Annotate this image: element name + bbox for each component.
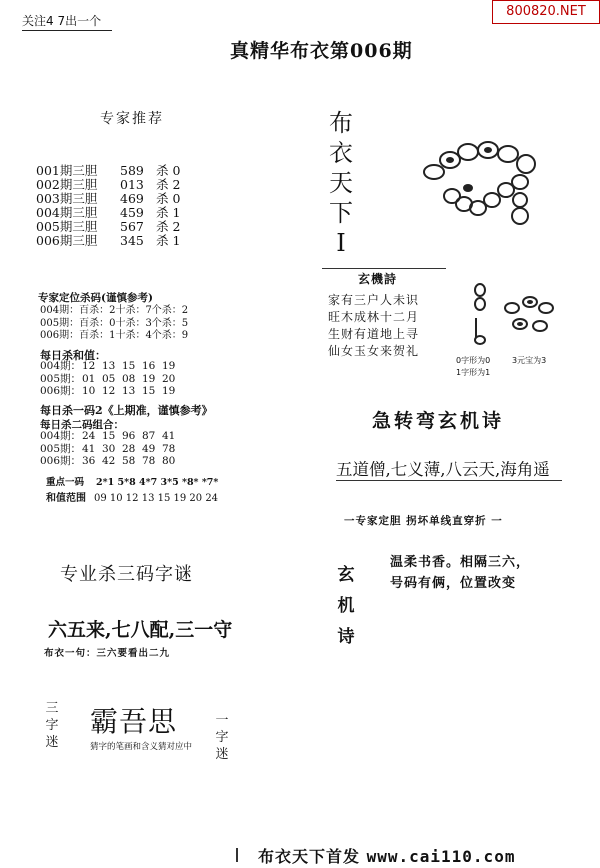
position-kill-list [40,305,188,343]
daily-kill-sum-list [40,360,182,398]
daily-kill-sum-title: 每日杀和值： [40,349,106,362]
mystic-poem-title: 玄機詩 [358,272,398,286]
position-kill-row: 005期：百杀：0十杀：3个杀：5 [40,317,189,329]
recommend-row [36,234,180,248]
recommend-issue: 005期三胆 [36,219,98,234]
daily-kill-one: 每日杀一码2《上期准，谨慎参考》 [40,404,213,417]
number-cell: 19 [162,385,176,397]
number-cell: 15 [122,360,136,372]
number-cell: 24 [82,430,96,442]
number-row [40,385,182,398]
recommend-row [36,220,180,234]
mystic-text [390,552,530,594]
page-title: 真精华布衣第006期 [230,40,413,62]
row-label: 005期： [40,442,82,455]
number-cell: 28 [122,442,136,455]
number-cell: 16 [142,360,156,372]
recommend-issue: 006期三胆 [36,233,98,248]
recommend-digits: 013 [120,177,144,192]
daily-kill-two-list [40,430,182,468]
site-tag[interactable]: 800820.NET [492,0,600,24]
riddle-hint: 猜字的笔画和含义猜对应中 [90,742,193,752]
sum-range-values: 09 10 12 13 15 19 20 24 [94,493,219,504]
footer-text: 布衣天下首发 [258,847,361,866]
divider [22,30,112,31]
number-cell: 42 [102,455,116,467]
recommend-issue: 002期三胆 [36,177,98,192]
mystic-poem-line: 旺木成林十二月 [328,310,420,324]
row-label: 006期： [40,455,82,467]
number-cell: 41 [82,442,96,455]
number-cell: 08 [122,372,136,385]
number-cell: 13 [102,360,116,372]
number-cell: 01 [82,372,96,385]
recommend-row [36,178,180,192]
number-cell: 05 [102,372,116,385]
row-label: 006期： [40,385,82,397]
recommend-row [36,192,180,206]
recommend-title: 专家推荐 [100,111,164,127]
number-cell: 20 [162,372,176,385]
focus-values: 2*1 5*8 4*7 3*5 *8* *7* [96,477,219,488]
row-label: 004期： [40,430,82,442]
recommend-digits: 345 [120,233,144,248]
row-label: 004期： [40,360,82,372]
row-label: 005期： [40,372,82,385]
number-cell: 10 [82,385,96,397]
riddle-right-label: 一 字 迷 [215,713,229,762]
expert-line: 一专家定胆 拐坏单线直穿折 一 [344,515,503,527]
number-cell: 13 [122,385,136,397]
top-note: 关注4 7出一个 [22,14,102,28]
mystic-text-line: 号码有俩，位置改变 [390,576,517,591]
number-cell: 78 [162,442,176,455]
recommend-kill: 杀 0 [156,163,181,178]
footer-mark [236,848,246,862]
recommend-kill: 杀 0 [156,191,181,206]
position-kill-title: 专家定位杀码(谨慎参考) [38,292,153,304]
number-cell: 12 [102,385,116,397]
highlight-line: 五道僧,七义薄,八云天,海角遥 [336,460,550,479]
position-kill-row: 004期：百杀：2十杀：7个杀：2 [40,305,189,316]
number-row [40,430,182,443]
recommend-digits: 567 [120,219,144,234]
mystic-poem-lines [328,292,419,360]
number-cell: 15 [102,430,116,442]
number-row [40,373,182,386]
kill-three-note: 布衣一句：三六要看出二九 [44,648,171,659]
kill-three-answer: 六五来,七八配,三一守 [48,619,233,641]
recommend-row [36,206,180,220]
right-vertical-title: 布 衣 天 下 I [329,109,353,257]
turn-poem-title: 急转弯玄机诗 [372,410,505,432]
picture-caption: 0字形为0 [456,356,491,365]
number-cell: 58 [122,455,136,467]
number-cell: 19 [142,372,156,385]
mystic-vertical-title: 玄 机 诗 [337,565,355,647]
recommend-kill: 杀 1 [156,205,181,220]
recommend-kill: 杀 1 [156,233,181,248]
number-cell: 80 [162,455,176,467]
mystic-text-line: 温柔书香。相隔三六， [390,555,531,570]
sum-range-label: 和值范围 [46,493,86,504]
number-row [40,360,182,373]
number-cell: 15 [142,385,156,397]
number-cell: 78 [142,455,156,467]
riddle-left-label: 三 字 迷 [45,701,59,750]
position-kill-row: 006期：百杀：1十杀：4个杀：9 [40,330,189,341]
riddle-word: 霸吾思 [90,705,178,738]
focus-row [46,474,218,488]
decorative-dots-image [420,130,580,260]
recommend-issue: 004期三胆 [36,205,98,220]
mystic-poem-line: 家有三户人未识 [328,293,420,307]
mystic-poem-line: 仙女玉女来贺礼 [328,344,420,358]
picture-caption: 3元宝为3 [512,356,547,365]
sum-range-row [46,489,218,504]
divider [336,480,562,481]
recommend-digits: 459 [120,205,144,220]
mystic-poem-line: 生财有道地上寻 [328,327,420,341]
recommend-issue: 001期三胆 [36,163,98,178]
number-cell: 41 [162,430,176,442]
footer-url[interactable]: www.cai110.com [366,847,516,866]
number-cell: 30 [102,442,116,455]
recommend-kill: 杀 2 [156,177,181,192]
recommend-row [36,164,180,178]
focus-label: 重点一码 [46,477,85,488]
kill-three-title: 专业杀三码字谜 [60,564,193,585]
number-cell: 96 [122,430,136,442]
picture-caption: 1字形为1 [456,368,491,377]
recommend-digits: 589 [120,163,144,178]
number-cell: 49 [142,442,156,455]
recommend-kill: 杀 2 [156,219,181,234]
daily-kill-two-title: 每日杀二码组合： [40,419,124,431]
footer [258,844,515,867]
number-cell: 36 [82,455,96,467]
number-cell: 87 [142,430,156,442]
number-row [40,443,182,456]
recommend-list [36,164,180,248]
number-row [40,455,182,468]
recommend-digits: 469 [120,191,144,206]
number-cell: 12 [82,360,96,372]
recommend-issue: 003期三胆 [36,191,98,206]
number-cell: 19 [162,360,176,372]
